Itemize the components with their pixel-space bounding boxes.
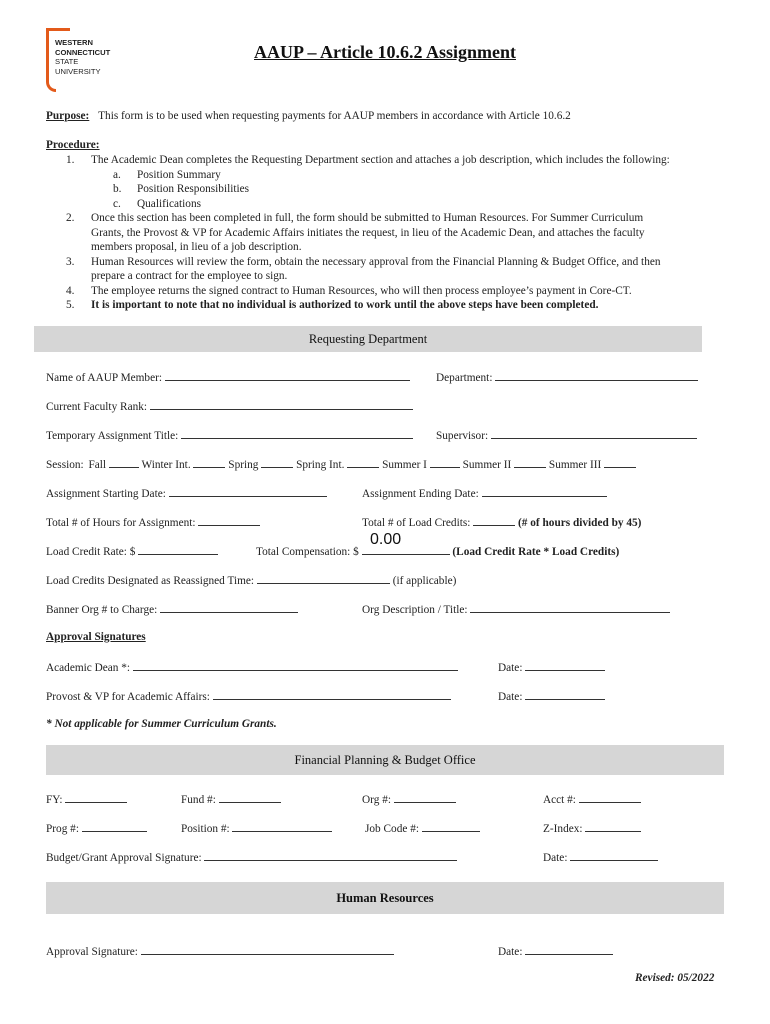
acct-field[interactable] bbox=[579, 792, 641, 803]
org-field[interactable] bbox=[394, 792, 456, 803]
total-compensation-value: 0.00 bbox=[370, 531, 402, 548]
session-fall-field[interactable] bbox=[109, 457, 139, 468]
dean-label: Academic Dean *: bbox=[46, 662, 131, 674]
page-title: AAUP – Article 10.6.2 Assignment bbox=[254, 42, 516, 62]
load-credits-field[interactable] bbox=[473, 515, 515, 526]
end-date-label: Assignment Ending Date: bbox=[362, 488, 479, 500]
procedure-step: The Academic Dean completes the Requesting Department section and attaches a job description, which includes the following: bbox=[91, 154, 670, 166]
date-label: Date: bbox=[498, 662, 523, 674]
section-requesting-department: Requesting Department bbox=[34, 326, 702, 352]
session-label: Session: bbox=[46, 459, 84, 471]
compensation-note: (Load Credit Rate * Load Credits) bbox=[452, 546, 620, 558]
section-human-resources: Human Resources bbox=[46, 882, 724, 914]
faculty-rank-field[interactable] bbox=[150, 399, 413, 410]
procedure-label: Procedure: bbox=[46, 139, 100, 151]
department-field[interactable] bbox=[495, 370, 698, 381]
name-label: Name of AAUP Member: bbox=[46, 372, 162, 384]
member-name-field[interactable] bbox=[165, 370, 410, 381]
sub-letter: a. bbox=[113, 169, 121, 181]
session-summer1-field[interactable] bbox=[430, 457, 460, 468]
budget-date-field[interactable] bbox=[570, 850, 658, 861]
hr-date-field[interactable] bbox=[525, 944, 613, 955]
load-credit-rate-field[interactable] bbox=[138, 544, 218, 555]
approval-signatures-heading: Approval Signatures bbox=[46, 631, 146, 643]
org-description-field[interactable] bbox=[470, 602, 670, 613]
prog-field[interactable] bbox=[82, 821, 147, 832]
dean-date-field[interactable] bbox=[525, 660, 605, 671]
sub-letter: b. bbox=[113, 183, 122, 195]
banner-org-field[interactable] bbox=[160, 602, 298, 613]
hr-signature-label: Approval Signature: bbox=[46, 946, 138, 958]
session-spring-int-label: Spring Int. bbox=[296, 459, 345, 471]
z-index-label: Z-Index: bbox=[543, 823, 583, 835]
prog-label: Prog #: bbox=[46, 823, 79, 835]
fy-field[interactable] bbox=[65, 792, 127, 803]
procedure-subitem: Qualifications bbox=[137, 198, 201, 210]
compensation-label: Total Compensation: $ bbox=[256, 546, 359, 558]
provost-label: Provost & VP for Academic Affairs: bbox=[46, 691, 210, 703]
z-index-field[interactable] bbox=[585, 821, 641, 832]
revised-date: Revised: 05/2022 bbox=[635, 972, 715, 984]
procedure-subitem: Position Responsibilities bbox=[137, 183, 250, 195]
hours-label: Total # of Hours for Assignment: bbox=[46, 517, 196, 529]
session-summer3-field[interactable] bbox=[604, 457, 636, 468]
department-label: Department: bbox=[436, 372, 493, 384]
acct-label: Acct #: bbox=[543, 794, 576, 806]
end-date-field[interactable] bbox=[482, 486, 607, 497]
session-fall-label: Fall bbox=[88, 459, 107, 471]
logo-line: CONNECTICUT bbox=[55, 47, 111, 57]
date-label: Date: bbox=[498, 691, 523, 703]
procedure-subitem: Position Summary bbox=[137, 169, 221, 181]
step-number: 1. bbox=[66, 154, 75, 166]
supervisor-field[interactable] bbox=[491, 428, 697, 439]
credits-note: (# of hours divided by 45) bbox=[518, 517, 642, 529]
credits-label: Total # of Load Credits: bbox=[362, 517, 471, 529]
logo-line: STATE bbox=[55, 57, 79, 67]
fund-label: Fund #: bbox=[181, 794, 216, 806]
fy-label: FY: bbox=[46, 794, 63, 806]
hr-signature-field[interactable] bbox=[141, 944, 394, 955]
step-number: 4. bbox=[66, 285, 75, 297]
provost-date-field[interactable] bbox=[525, 689, 605, 700]
budget-signature-field[interactable] bbox=[204, 850, 457, 861]
supervisor-label: Supervisor: bbox=[436, 430, 489, 442]
reassigned-credits-field[interactable] bbox=[257, 573, 390, 584]
procedure-step: Once this section has been completed in full, the form should be submitted to Human Resources. For Summer Curriculum bbox=[91, 212, 644, 224]
sub-letter: c. bbox=[113, 198, 121, 210]
provost-signature-field[interactable] bbox=[213, 689, 451, 700]
rate-label: Load Credit Rate: $ bbox=[46, 546, 136, 558]
procedure-step: prepare a contract for the employee to sign. bbox=[91, 270, 288, 282]
summer-grant-note: * Not applicable for Summer Curriculum Grants. bbox=[46, 718, 277, 730]
step-number: 3. bbox=[66, 256, 75, 268]
procedure-step: It is important to note that no individual is authorized to work until the above steps have been completed. bbox=[91, 299, 599, 311]
session-winter-label: Winter Int. bbox=[141, 459, 191, 471]
position-label: Position #: bbox=[181, 823, 230, 835]
session-summer2-field[interactable] bbox=[514, 457, 546, 468]
org-label: Org #: bbox=[362, 794, 391, 806]
date-label: Date: bbox=[543, 852, 568, 864]
step-number: 2. bbox=[66, 212, 75, 224]
logo-line: UNIVERSITY bbox=[55, 66, 101, 76]
start-date-label: Assignment Starting Date: bbox=[46, 488, 166, 500]
procedure-step: Grants, the Provost & VP for Academic Affairs initiates the request, in lieu of the Academic Dean, and attaches the faculty bbox=[91, 227, 645, 239]
purpose-text: This form is to be used when requesting payments for AAUP members in accordance with Article 10.6.2 bbox=[98, 110, 571, 122]
dean-signature-field[interactable] bbox=[133, 660, 458, 671]
session-spring-label: Spring bbox=[228, 459, 259, 471]
start-date-field[interactable] bbox=[169, 486, 327, 497]
session-summer3-label: Summer III bbox=[548, 459, 602, 471]
section-financial-planning: Financial Planning & Budget Office bbox=[46, 745, 724, 775]
rank-label: Current Faculty Rank: bbox=[46, 401, 148, 413]
session-spring-field[interactable] bbox=[261, 457, 293, 468]
temp-title-field[interactable] bbox=[181, 428, 413, 439]
session-summer1-label: Summer I bbox=[382, 459, 427, 471]
budget-signature-label: Budget/Grant Approval Signature: bbox=[46, 852, 202, 864]
reassigned-label: Load Credits Designated as Reassigned Time: bbox=[46, 575, 255, 587]
job-code-label: Job Code #: bbox=[365, 823, 419, 835]
if-applicable-note: (if applicable) bbox=[392, 575, 457, 587]
logo-bar-icon bbox=[46, 28, 70, 31]
procedure-step: The employee returns the signed contract to Human Resources, who will then process employee’s payment in Core-CT. bbox=[91, 285, 632, 297]
procedure-step: Human Resources will review the form, obtain the necessary approval from the Financial Planning & Budget Office, and then bbox=[91, 256, 661, 268]
org-description-label: Org Description / Title: bbox=[362, 604, 468, 616]
job-code-field[interactable] bbox=[422, 821, 480, 832]
session-winter-field[interactable] bbox=[193, 457, 225, 468]
purpose-label: Purpose: bbox=[46, 110, 90, 122]
logo-line: WESTERN bbox=[55, 38, 93, 47]
session-summer2-label: Summer II bbox=[462, 459, 512, 471]
step-number: 5. bbox=[66, 299, 75, 311]
position-field[interactable] bbox=[232, 821, 332, 832]
procedure-step: members proposal, in lieu of a job description. bbox=[91, 241, 302, 253]
session-spring-int-field[interactable] bbox=[347, 457, 379, 468]
fund-field[interactable] bbox=[219, 792, 281, 803]
date-label: Date: bbox=[498, 946, 523, 958]
hours-field[interactable] bbox=[198, 515, 260, 526]
banner-org-label: Banner Org # to Charge: bbox=[46, 604, 158, 616]
temp-title-label: Temporary Assignment Title: bbox=[46, 430, 179, 442]
